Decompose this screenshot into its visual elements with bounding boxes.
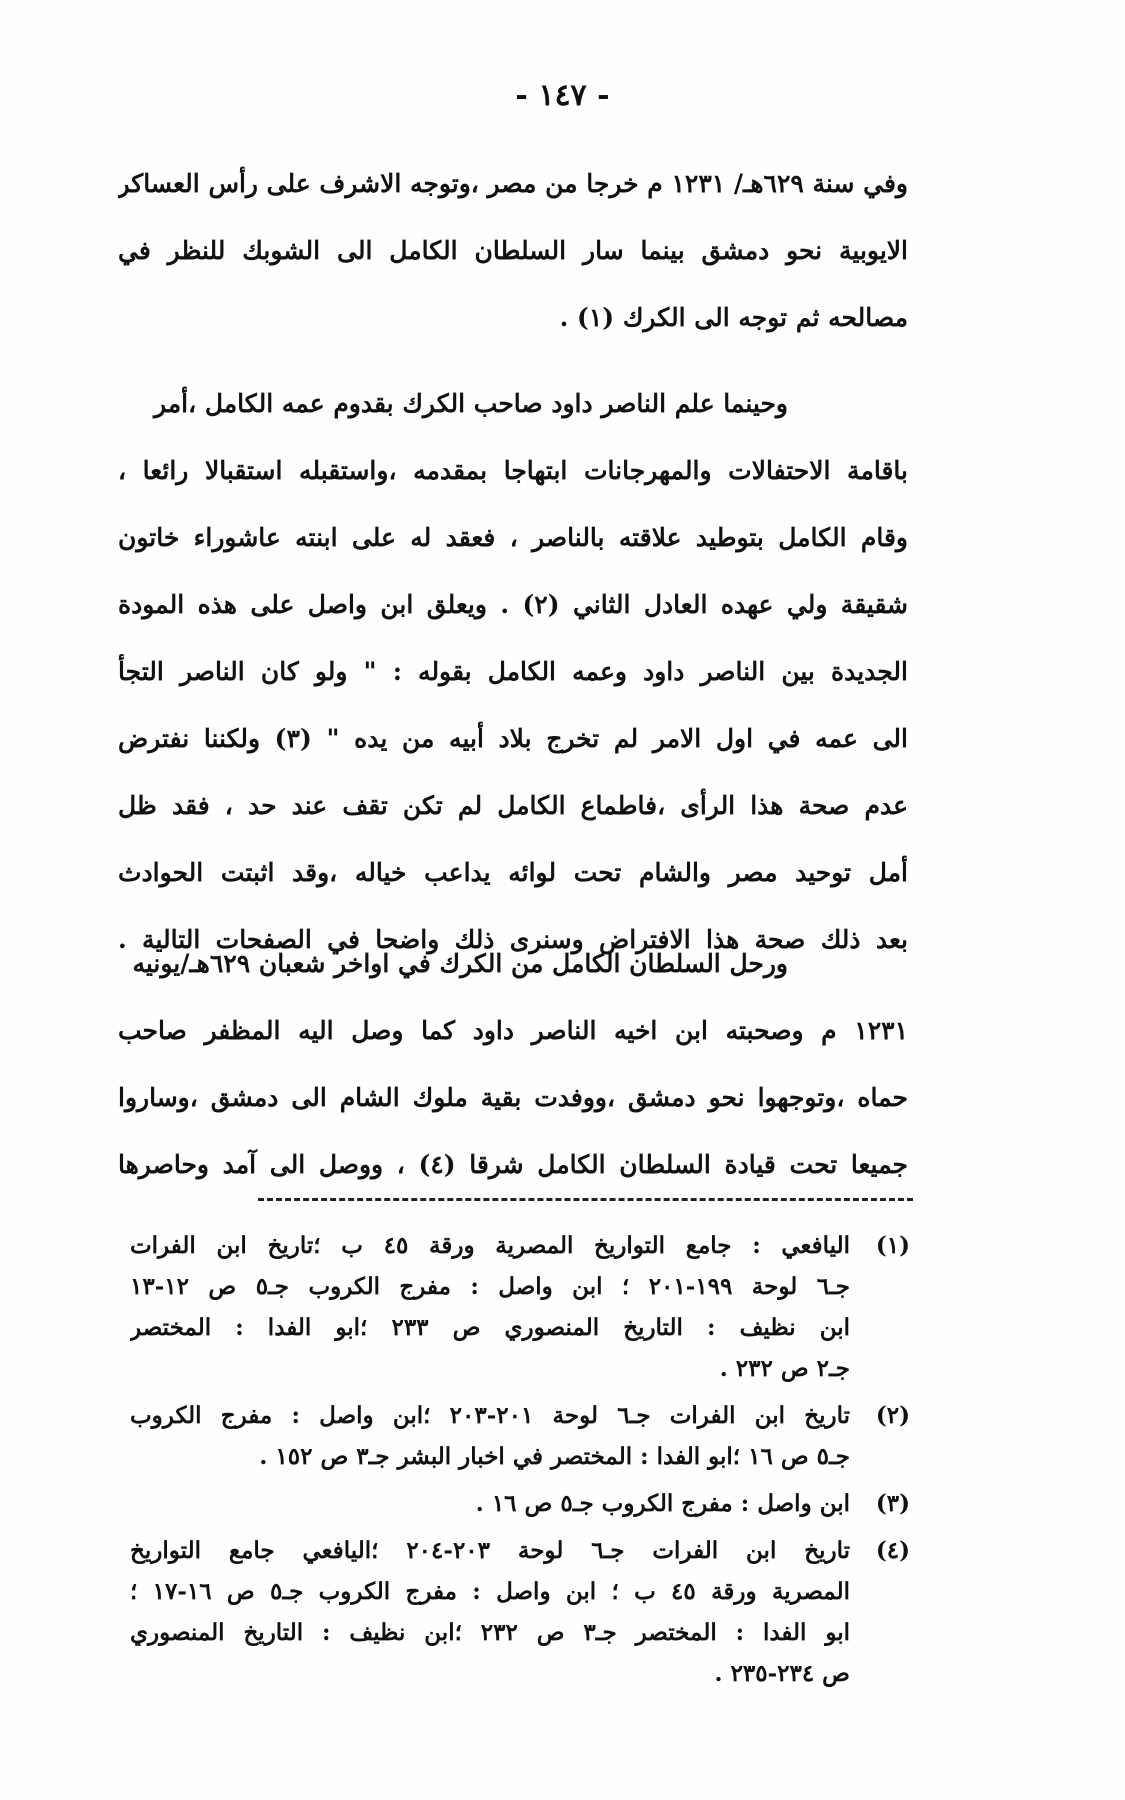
text-line: جميعا تحت قيادة السلطان الكامل شرقا (٤) ، ووصل الى آمد وحاصرها [118, 1150, 908, 1179]
footnote-line: تاريخ ابن الفرات جـ٦ لوحة ٢٠١-٢٠٣ ؛ابن واصل : مفرج الكروب [130, 1402, 850, 1429]
footnote-3 [130, 1483, 910, 1524]
text-line: ١٢٣١ م وصحبته ابن اخيه الناصر داود كما وصل اليه المظفر صاحب [118, 1016, 908, 1045]
text-line: وفي سنة ٦٢٩هـ/ ١٢٣١ م خرجا من مصر ،وتوجه الاشرف على رأس العساكر [118, 169, 908, 198]
text-line: مصالحه ثم توجه الى الكرك (١) . [559, 303, 908, 332]
footnote-4 [130, 1530, 910, 1694]
footnote-divider [258, 1198, 913, 1201]
footnote-1 [130, 1225, 910, 1389]
footnote-line: جـ٢ ص ٢٣٢ . [719, 1355, 850, 1382]
text-line: عدم صحة هذا الرأى ،فاطماع الكامل لم تكن تقف عند حد ، فقد ظل [118, 791, 908, 820]
footnote-line: ابن نظيف : التاريخ المنصوري ص ٢٣٣ ؛ابو الفدا : المختصر [130, 1314, 850, 1341]
footnotes [130, 1225, 910, 1700]
paragraph-3 [118, 930, 908, 1198]
footnote-line: ابن واصل : مفرج الكروب جـ٥ ص ١٦ . [475, 1490, 850, 1517]
text-line: حماه ،وتوجهوا نحو دمشق ،ووفدت بقية ملوك الشام الى دمشق ،وساروا [118, 1083, 908, 1112]
text-line: وحينما علم الناصر داود صاحب الكرك بقدوم عمه الكامل ،أمر [153, 389, 788, 418]
footnote-2 [130, 1395, 910, 1477]
footnote-line: اليافعي : جامع التواريخ المصرية ورقة ٤٥ ب ؛تاريخ ابن الفرات [130, 1232, 850, 1259]
footnote-line: ص ٢٣٤-٢٣٥ . [714, 1660, 850, 1687]
text-line: شقيقة ولي عهده العادل الثاني (٢) . ويعلق ابن واصل على هذه المودة [118, 590, 908, 619]
text-line: بعد ذلك صحة هذا الافتراض وسنرى ذلك واضحا في الصفحات التالية . [118, 925, 908, 954]
footnote-line: جـ٦ لوحة ١٩٩-٢٠١ ؛ ابن واصل : مفرج الكروب جـ٥ ص ١٢-١٣ [130, 1273, 850, 1300]
footnote-line: المصرية ورقة ٤٥ ب ؛ ابن واصل : مفرج الكروب جـ٥ ص ١٦-١٧ ؛ [130, 1578, 850, 1605]
footnote-number: (٢) [875, 1402, 910, 1429]
footnote-line: ابو الفدا : المختصر جـ٣ ص ٢٣٢ ؛ابن نظيف : التاريخ المنصوري [130, 1619, 850, 1646]
text-line: الايوبية نحو دمشق بينما سار السلطان الكامل الى الشوبك للنظر في [118, 236, 908, 265]
text-line: وقام الكامل بتوطيد علاقته بالناصر ، فعقد له على ابنته عاشوراء خاتون [118, 523, 908, 552]
text-line: ورحل السلطان الكامل من الكرك في اواخر شعبان ٦٢٩هـ/يونيه [132, 949, 788, 978]
paragraph-2 [118, 370, 908, 973]
footnote-line: تاريخ ابن الفرات جـ٦ لوحة ٢٠٣-٢٠٤ ؛اليافعي جامع التواريخ [130, 1537, 850, 1564]
footnote-number: (١) [875, 1232, 910, 1259]
text-line: الى عمه في اول الامر لم تخرج بلاد أبيه من يده " (٣) ولكننا نفترض [118, 724, 908, 753]
text-line: باقامة الاحتفالات والمهرجانات ابتهاجا بمقدمه ،واستقبله استقبالا رائعا ، [118, 456, 908, 485]
page-number: - ١٤٧ - [515, 78, 610, 113]
text-line: أمل توحيد مصر والشام تحت لوائه يداعب خياله ،وقد اثبتت الحوادث [118, 858, 908, 887]
footnote-number: (٤) [875, 1537, 910, 1564]
footnote-number: (٣) [875, 1490, 910, 1517]
text-line: الجديدة بين الناصر داود وعمه الكامل بقوله : " ولو كان الناصر التجأ [118, 657, 908, 686]
paragraph-1 [118, 150, 908, 351]
footnote-line: جـ٥ ص ١٦ ؛ابو الفدا : المختصر في اخبار البشر جـ٣ ص ١٥٢ . [259, 1443, 850, 1470]
